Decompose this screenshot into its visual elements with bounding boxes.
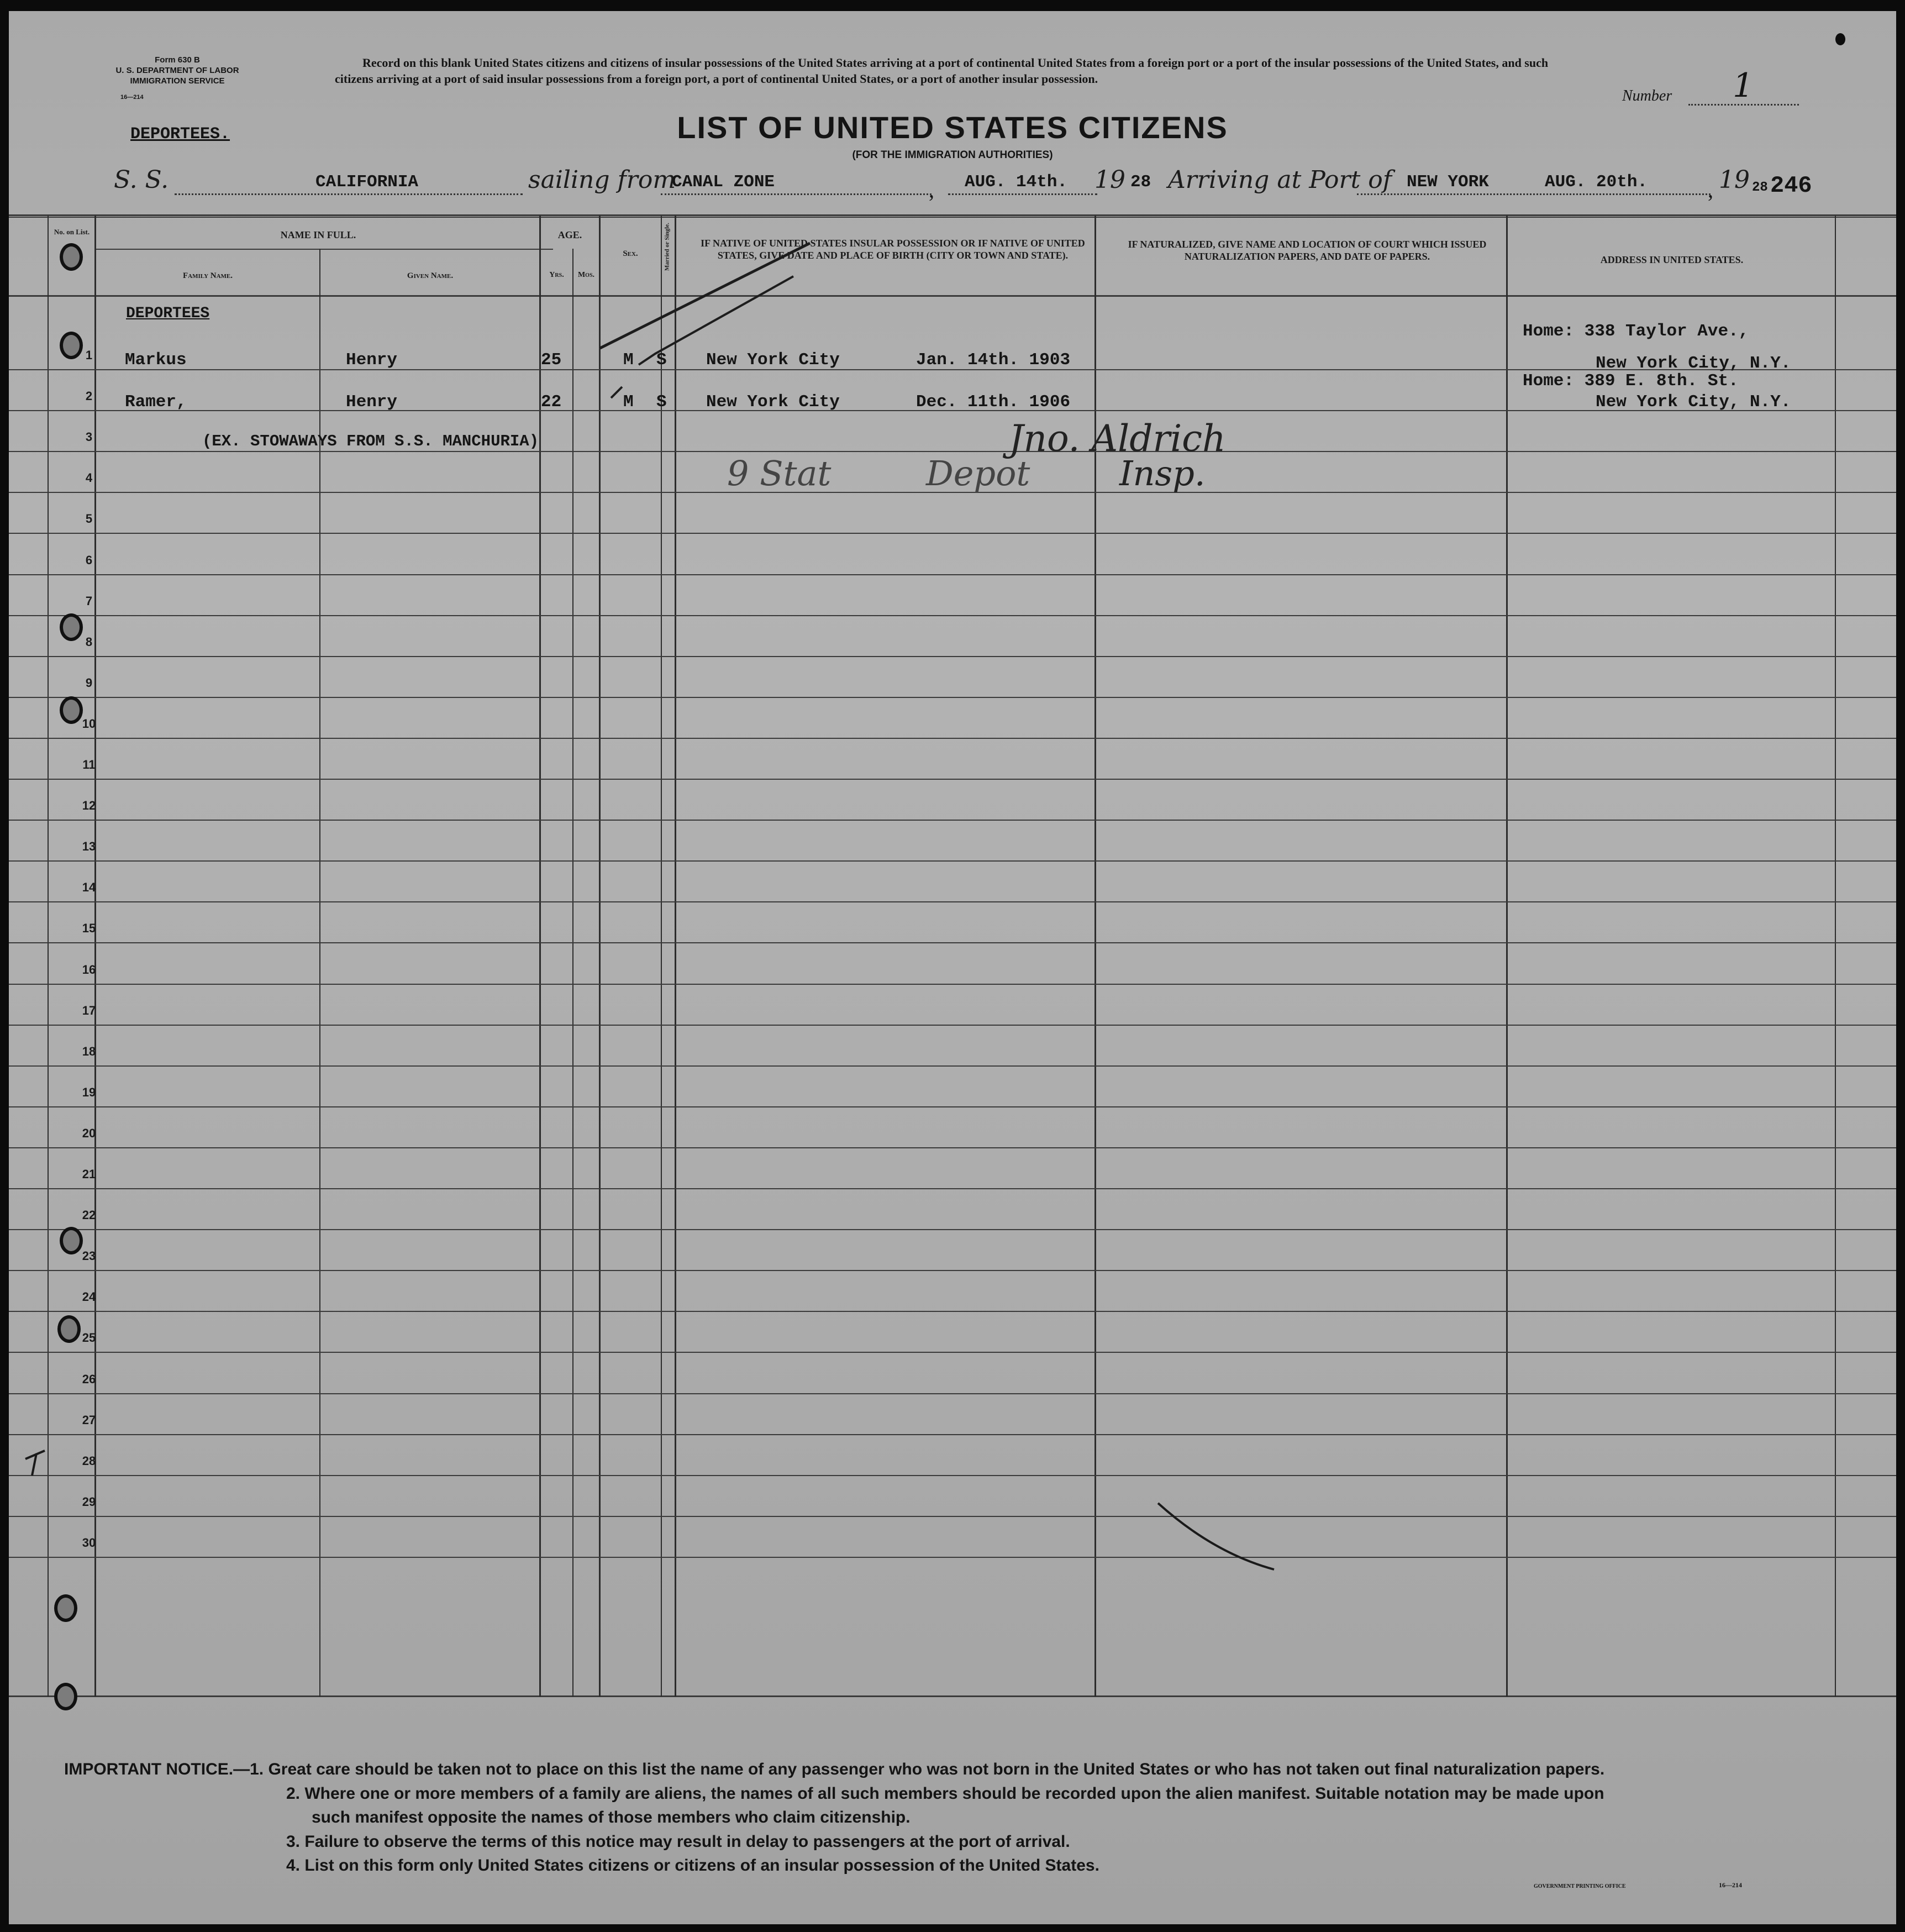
notice-item-1: —1. Great care should be taken not to place on this list the name of any passenger who was not born in the United States or who has not taken out final naturalization papers. bbox=[233, 1760, 1605, 1778]
departure-date: AUG. 14th. bbox=[965, 172, 1068, 192]
row-rule bbox=[9, 860, 1896, 862]
departure-port: CANAL ZONE bbox=[672, 172, 775, 192]
footer-code: 16—214 bbox=[1719, 1881, 1742, 1889]
row-rule bbox=[9, 984, 1896, 985]
row-number: 24 bbox=[82, 1290, 96, 1304]
row-rule bbox=[9, 901, 1896, 902]
form-id-block bbox=[92, 55, 263, 86]
record-note: Record on this blank United States citizens and citizens of insular possessions of the United States arriving at a port of continental United States from a foreign port or a port of the insular possessions of the United States, and such citizens arriving at a port of said insular possessions from a foreign port, a port of continental United States, or a port of another insular possession. bbox=[335, 56, 1549, 86]
section-label: DEPORTEES bbox=[126, 305, 210, 322]
row-number: 28 bbox=[82, 1453, 96, 1468]
arriving-label: Arriving at Port of bbox=[1168, 166, 1392, 194]
header-months: Mos. bbox=[577, 271, 595, 279]
notice-item-2a: 2. Where one or more members of a family are aliens, the names of all such members should be recorded upon the alien manifest. Suitable notation may be made upon bbox=[286, 1784, 1604, 1803]
row-1-given-name: Henry bbox=[346, 350, 398, 370]
header-family-name: Family Name. bbox=[182, 271, 233, 280]
row-rule bbox=[9, 533, 1896, 534]
row-2-status: S bbox=[656, 392, 667, 412]
notice-heading: IMPORTANT NOTICE. bbox=[64, 1760, 234, 1778]
manifest-page: Form 630 B U. S. DEPARTMENT OF LABOR IMMIGRATION SERVICE 16—214 Record on this blank United States citizens and citizens of insular possessions of the United States arriving at a port of continental United States from a foreign port or a port of the insular possessions of the United States, and such citizens arriving at a port of said insular possessions from a foreign port, a port of continental United States, or a port of another insular possession. Number 1 DEPORTEES. LIST OF UNITED STATES CITIZENS (FOR THE IMMIGRATION AUTHORITIES) S. S. CALIFORNIA sailing from CANAL ZONE , AUG. 14th. 19 28 Arriving at Port of NEW YORK AUG. 20th. , 19 28 246 No. on List. NAME IN FULL. Family Name. Given Name. AGE. Yrs. Mos. Sex. Married or Single. IF NATIVE OF UNITED STATES INSULAR POSSESSION OR IF NATIVE OF UNITED STATES, GIVE DATE AND PLACE OF BIRTH (CITY OR TOWN AND STATE). IF NATURALIZED, GIVE NAME AND LOCATION OF COURT WHICH ISSUED NATURALIZATION PAPERS, AND DATE OF PAPERS. ADDRESS IN UNITED STATES. 1 2 3 4 5 6 7 8 9 10 11 12 13 14 15 16 17 18 19 20 21 22 23 24 25 26 27 28 29 30 DEPORTEES Markus Henry 25 M S New York City Jan. 14th. 1903 Home: 338 Taylor Ave., New York City, N.Y. Ramer, Henry 22 M S New York City Dec. 11th. 1906 Home: 389 E. 8th. St. New York City, N.Y. (EX. STOWAWAYS FROM S.S. MANCHURIA) Jno. Aldrich 9 Stat Depot Insp. IMPORTANT NOTICE.—1. Great care should be taken not to place on this list the name of any passenger who was not born in the United States or who has not taken out final naturalization papers. 2. Where one or more members of a family are aliens, the names of all such members should be recorded upon the alien manifest. Suitable notation may be made upon such manifest opposite the names of those members who claim citizenship. 3. Failure to observe the terms of this notice may result in delay to passengers at the port of arrival. 4. List on this form only United States citizens or citizens of an insular possession of the United States. GOVERNMENT PRINTING OFFICE 16—214 bbox=[9, 11, 1896, 1924]
row-number: 17 bbox=[82, 1003, 96, 1017]
pencil-stroke-mark bbox=[1147, 1492, 1291, 1581]
handwritten-note-3: Insp. bbox=[1119, 453, 1206, 494]
edge-dot bbox=[1835, 33, 1845, 45]
row-rule bbox=[9, 1229, 1896, 1230]
row-number: 21 bbox=[82, 1167, 96, 1181]
header-naturalized: IF NATURALIZED, GIVE NAME AND LOCATION OF COURT WHICH ISSUED NATURALIZATION PAPERS, AND DATE OF PAPERS. bbox=[1128, 239, 1487, 262]
row-1-sex: M bbox=[623, 350, 634, 370]
arrival-port: NEW YORK bbox=[1407, 172, 1489, 192]
row-rule bbox=[9, 1557, 1896, 1558]
row-1-birthdate: Jan. 14th. 1903 bbox=[916, 350, 1071, 370]
stowaway-remark: (EX. STOWAWAYS FROM S.S. MANCHURIA) bbox=[202, 432, 539, 450]
row-rule bbox=[9, 820, 1896, 821]
punch-hole bbox=[57, 1315, 81, 1343]
arrival-year: 28 bbox=[1752, 180, 1768, 195]
row-number: 5 bbox=[85, 512, 93, 526]
important-notice bbox=[64, 1757, 1887, 1878]
row-number: 30 bbox=[82, 1535, 96, 1550]
header-age: AGE. bbox=[557, 229, 582, 240]
row-number: 27 bbox=[82, 1413, 96, 1427]
number-label: Number bbox=[1622, 87, 1672, 104]
handwritten-checkmarks bbox=[583, 221, 815, 403]
row-2-address-line-2: New York City, N.Y. bbox=[1596, 392, 1791, 412]
row-number: 15 bbox=[82, 921, 96, 936]
row-number: 7 bbox=[85, 594, 93, 608]
ship-name: CALIFORNIA bbox=[315, 172, 419, 192]
number-value: 1 bbox=[1733, 66, 1754, 105]
row-number: 12 bbox=[82, 799, 96, 813]
row-number: 26 bbox=[82, 1372, 96, 1386]
printer-imprint: GOVERNMENT PRINTING OFFICE bbox=[1534, 1883, 1626, 1889]
row-rule bbox=[9, 1434, 1896, 1435]
row-rule bbox=[9, 615, 1896, 616]
row-rule bbox=[9, 656, 1896, 657]
row-number: 20 bbox=[82, 1126, 96, 1140]
stamp-number: 246 bbox=[1770, 172, 1812, 199]
ss-label: S. S. bbox=[114, 166, 169, 194]
header-years: Yrs. bbox=[549, 271, 564, 279]
row-rule bbox=[9, 779, 1896, 780]
departure-year-prefix: 19 bbox=[1094, 166, 1125, 194]
page-subtitle: (FOR THE IMMIGRATION AUTHORITIES) bbox=[852, 149, 1053, 161]
row-1-family-name: Markus bbox=[125, 350, 187, 370]
row-2-birthplace: New York City bbox=[706, 392, 840, 412]
row-1-address-line-1: Home: 338 Taylor Ave., bbox=[1523, 322, 1749, 341]
service-name: IMMIGRATION SERVICE bbox=[130, 76, 225, 86]
punch-hole bbox=[60, 243, 83, 271]
row-number: 18 bbox=[82, 1044, 96, 1058]
header-married-single: Married or Single. bbox=[664, 223, 671, 271]
punch-hole bbox=[60, 332, 83, 359]
row-1-age: 25 bbox=[541, 350, 562, 370]
row-number: 16 bbox=[82, 962, 96, 977]
header-given-name: Given Name. bbox=[407, 271, 454, 280]
punch-hole bbox=[60, 1227, 83, 1254]
row-2-birthdate: Dec. 11th. 1906 bbox=[916, 392, 1071, 412]
row-number: 22 bbox=[82, 1208, 96, 1222]
notice-item-3: 3. Failure to observe the terms of this notice may result in delay to passengers at the port of arrival. bbox=[286, 1832, 1070, 1851]
punch-hole bbox=[54, 1594, 77, 1622]
row-1-status: S bbox=[656, 350, 667, 370]
page-title: LIST OF UNITED STATES CITIZENS bbox=[677, 110, 1228, 145]
row-number: 14 bbox=[82, 880, 96, 895]
row-rule bbox=[9, 1516, 1896, 1517]
row-1-address-line-2: New York City, N.Y. bbox=[1596, 354, 1791, 373]
row-rule bbox=[9, 1393, 1896, 1394]
header-name-in-full: NAME IN FULL. bbox=[280, 229, 356, 240]
row-number: 11 bbox=[82, 758, 96, 771]
departure-year: 28 bbox=[1130, 172, 1151, 192]
row-number: 8 bbox=[85, 634, 93, 649]
arrival-year-prefix: 19 bbox=[1719, 166, 1750, 194]
row-rule bbox=[9, 1270, 1896, 1271]
punch-hole bbox=[60, 696, 83, 724]
row-rule bbox=[9, 1147, 1896, 1148]
row-number: 19 bbox=[82, 1085, 96, 1099]
inspector-signature: Jno. Aldrich bbox=[1009, 417, 1226, 460]
notice-item-4: 4. List on this form only United States citizens or citizens of an insular possession of the United States. bbox=[286, 1856, 1099, 1875]
row-2-family-name: Ramer, bbox=[125, 392, 187, 412]
row-2-age: 22 bbox=[541, 392, 562, 412]
row-2-address-line-1: Home: 389 E. 8th. St. bbox=[1523, 371, 1739, 391]
header-number: No. on List. bbox=[54, 228, 90, 236]
row-number: 29 bbox=[82, 1494, 96, 1509]
row-rule bbox=[9, 451, 1896, 452]
row-number: 10 bbox=[82, 716, 96, 731]
row-number: 4 bbox=[85, 471, 93, 485]
form-number: Form 630 B bbox=[155, 55, 200, 65]
header-address: ADDRESS IN UNITED STATES. bbox=[1600, 254, 1744, 265]
header-native: IF NATIVE OF UNITED STATES INSULAR POSSESSION OR IF NATIVE OF UNITED STATES, GIVE DATE AND PLACE OF BIRTH (CITY OR TOWN AND STATE). bbox=[701, 238, 1085, 261]
row-rule bbox=[9, 697, 1896, 698]
row-rule bbox=[9, 1352, 1896, 1353]
row-number: 25 bbox=[82, 1331, 96, 1345]
row-2-sex: M bbox=[623, 392, 634, 412]
row-rule bbox=[9, 738, 1896, 739]
row-rule bbox=[9, 1025, 1896, 1026]
row-number: 3 bbox=[85, 430, 93, 444]
category-label: DEPORTEES. bbox=[130, 125, 230, 144]
department-name: U. S. DEPARTMENT OF LABOR bbox=[115, 65, 239, 75]
row-number: 23 bbox=[82, 1249, 96, 1263]
row-number: 1 bbox=[85, 348, 93, 362]
punch-hole bbox=[54, 1683, 77, 1710]
header-sex: Sex. bbox=[623, 249, 638, 258]
row-rule bbox=[9, 1065, 1896, 1067]
row-rule bbox=[9, 1475, 1896, 1476]
handwritten-note-2: Depot bbox=[926, 453, 1030, 494]
arrival-date: AUG. 20th. bbox=[1545, 172, 1648, 192]
row-number: 9 bbox=[85, 675, 93, 690]
row-number: 6 bbox=[85, 553, 93, 567]
row-2-given-name: Henry bbox=[346, 392, 398, 412]
notice-item-2b: such manifest opposite the names of those members who claim citizenship. bbox=[312, 1808, 911, 1826]
punch-hole bbox=[60, 613, 83, 641]
row-number: 2 bbox=[85, 389, 93, 403]
row-rule bbox=[9, 574, 1896, 575]
sailing-from-label: sailing from bbox=[528, 166, 676, 194]
margin-pencil-mark bbox=[20, 1437, 53, 1481]
row-number: 13 bbox=[82, 839, 96, 854]
row-rule bbox=[9, 942, 1896, 943]
form-code: 16—214 bbox=[120, 94, 144, 101]
row-1-birthplace: New York City bbox=[706, 350, 840, 370]
row-rule bbox=[9, 1311, 1896, 1312]
handwritten-note-1: 9 Stat bbox=[727, 453, 832, 494]
row-rule bbox=[9, 1188, 1896, 1189]
row-rule bbox=[9, 1106, 1896, 1107]
